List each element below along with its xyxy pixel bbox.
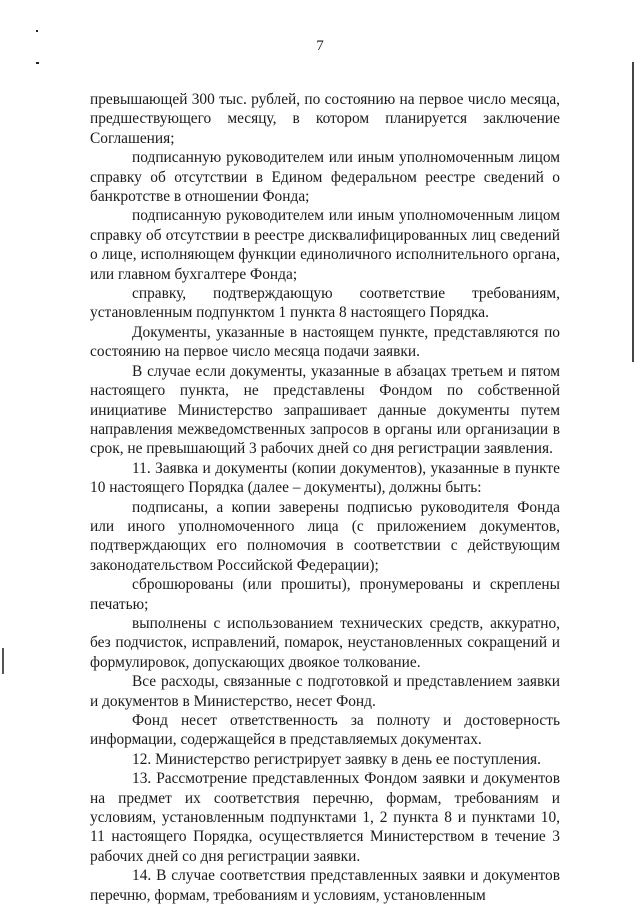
scan-mark <box>36 62 39 64</box>
paragraph: Документы, указанные в настоящем пункте, представляются по состоянию на первое число месяца подачи заявки. <box>90 323 560 361</box>
paragraph: Фонд несет ответственность за полноту и достоверность информации, содержащейся в представляемых документах. <box>90 712 560 749</box>
paragraph: справку, подтверждающую соответствие требованиям, установленным подпунктом 1 пункта 8 настоящего Порядка. <box>90 285 560 322</box>
scan-edge-line <box>632 62 634 362</box>
paragraph: подписанную руководителем или иным уполномоченным лицом справку об отсутствии в реестре дисквалифицированных лиц сведений о лице, исполняющем функции единоличного исполнительного органа, или главном бухгалтере Фонда; <box>90 207 560 283</box>
page-number: 7 <box>316 38 324 54</box>
paragraph: 14. В случае соответствия представленных заявки и документов перечню, формам, требованиям и условиям, установленным <box>90 867 560 904</box>
paragraph: подписанную руководителем или иным уполномоченным лицом справку об отсутствии в Едином федеральном реестре сведений о банкротстве в отношении Фонда; <box>90 149 560 206</box>
paragraph: В случае если документы, указанные в абзацах третьем и пятом настоящего пункта, не представлены Фондом по собственной инициативе Министерство запрашивает данные документы путем направления межведомственных запросов в органы или организации в срок, не превышающий 3 рабочих дней со дня регистрации заявления. <box>90 362 560 458</box>
document-body <box>90 90 560 905</box>
paragraph: превышающей 300 тыс. рублей, по состоянию на первое число месяца, предшествующего месяцу, в котором планируется заключение Соглашения; <box>90 91 560 147</box>
scan-mark <box>2 648 4 674</box>
paragraph: Все расходы, связанные с подготовкой и представлением заявки и документов в Министерство, несет Фонд. <box>90 673 560 710</box>
paragraph: сброшюрованы (или прошиты), пронумерованы и скреплены печатью; <box>90 576 560 613</box>
paragraph: 11. Заявка и документы (копии документов), указанные в пункте 10 настоящего Порядка (далее – документы), должны быть: <box>90 459 560 497</box>
paragraph: 12. Министерство регистрирует заявку в день ее поступления. <box>132 750 541 768</box>
paragraph: 13. Рассмотрение представленных Фондом заявки и документов на предмет их соответствия перечню, формам, требованиям и условиям, установленным подпунктами 1, 2 пункта 8 и пунктами 10, 11 настоящего Порядка, осуществляется Министерством в течение 3 рабочих дней со дня регистрации заявки. <box>90 770 560 865</box>
scan-mark <box>36 30 38 32</box>
paragraph: выполнены с использованием технических средств, аккуратно, без подчисток, исправлений, помарок, неустановленных сокращений и формулировок, допускающих двоякое толкование. <box>90 614 560 671</box>
paragraph: подписаны, а копии заверены подписью руководителя Фонда или иного уполномоченного лица (с приложением документов, подтверждающих его полномочия в соответствии с действующим законодательством Российской Федерации); <box>90 498 560 574</box>
